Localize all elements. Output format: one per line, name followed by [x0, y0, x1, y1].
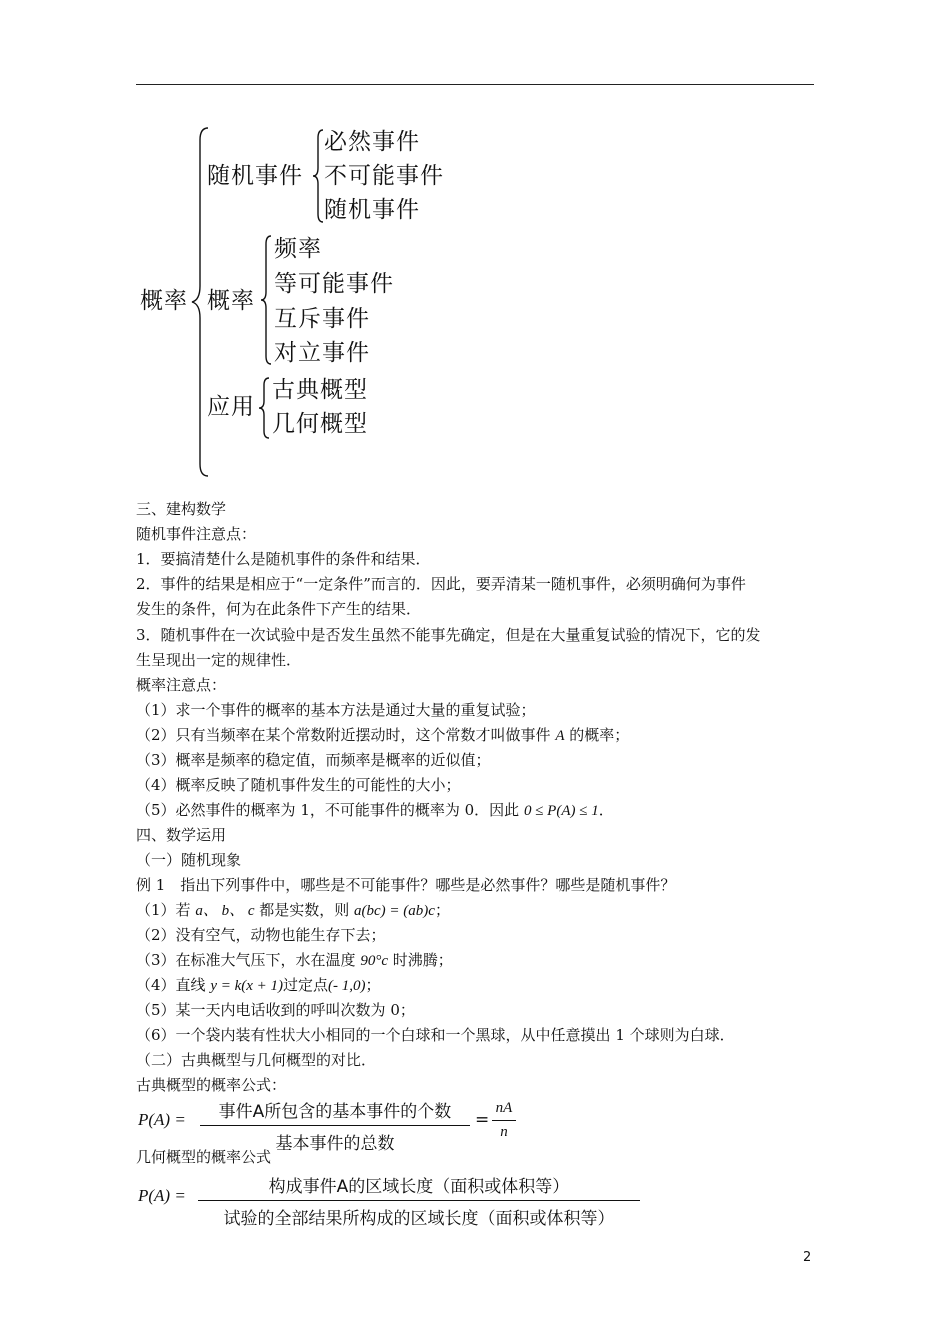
group-label-suiji: 随机事件: [207, 163, 303, 189]
list-item: （5）必然事件的概率为 1，不可能事件的概率为 0．因此 0 ≤ P(A) ≤ 1．: [136, 801, 614, 819]
tree-root: 概率: [140, 288, 188, 314]
paragraph-line: 1．要搞清楚什么是随机事件的条件和结果．: [136, 550, 431, 568]
subheading: 随机事件注意点：: [136, 525, 257, 543]
list-item: （3）概率是频率的稳定值，而频率是概率的近似值；: [136, 751, 491, 769]
tree-item: 必然事件: [324, 129, 420, 155]
geo-denominator: 试验的全部结果所构成的区域长度（面积或体积等）: [223, 1209, 615, 1229]
classic-numerator: 事件A所包含的基本事件的个数: [218, 1102, 452, 1122]
tree-item: 古典概型: [272, 377, 368, 403]
list-item: （1）求一个事件的概率的基本方法是通过大量的重复试验；: [136, 701, 536, 719]
tree-item: 互斥事件: [274, 306, 370, 332]
paragraph-line: 2．事件的结果是相应于“一定条件”而言的．因此，要弄清某一随机事件，必须明确何为事件: [136, 575, 746, 593]
classic-denominator: 基本事件的总数: [275, 1134, 395, 1154]
page-number: 2: [803, 1250, 812, 1265]
tree-item: 频率: [274, 236, 322, 262]
group-label-yingyong: 应用: [207, 394, 255, 420]
tree-item: 随机事件: [324, 197, 420, 223]
equals-sign: =: [475, 1110, 490, 1130]
subheading: （一）随机现象: [136, 851, 242, 869]
header-rule: [136, 84, 814, 85]
fraction-bar: [200, 1125, 470, 1126]
fraction-bar: [198, 1200, 640, 1201]
fraction-bar: [492, 1120, 516, 1121]
classic-count-fraction: [492, 1100, 516, 1141]
example-item: （3）在标准大气压下，水在温度 90°c 时沸腾；: [136, 951, 453, 969]
example-item: （6）一个袋内装有性状大小相同的一个白球和一个黑球，从中任意摸出 1 个球则为白球．: [136, 1026, 735, 1044]
formula-caption: 古典概型的概率公式：: [136, 1076, 287, 1094]
group-label-gailv: 概率: [207, 288, 255, 314]
list-item: （4）概率反映了随机事件发生的可能性的大小；: [136, 776, 461, 794]
classic-lhs: P(A) =: [138, 1110, 186, 1129]
geo-fraction: [198, 1172, 640, 1229]
example-heading: 例 1 指出下列事件中，哪些是不可能事件？哪些是必然事件？哪些是随机事件？: [136, 876, 676, 894]
group-brace-gailv: [258, 234, 274, 366]
section-heading: 三、建构数学: [136, 500, 227, 518]
tree-item: 对立事件: [274, 340, 370, 366]
paragraph-line: 生呈现出一定的规律性．: [136, 651, 302, 669]
section-heading: 四、数学运用: [136, 826, 227, 844]
geo-numerator: 构成事件A的区域长度（面积或体积等）: [268, 1177, 570, 1197]
tree-item: 几何概型: [272, 411, 368, 437]
group-brace-yingyong: [256, 376, 272, 440]
tree-item: 不可能事件: [324, 163, 444, 189]
classic-fraction: [200, 1097, 470, 1154]
paragraph-line: 发生的条件，何为在此条件下产生的结果．: [136, 600, 422, 618]
subheading: 概率注意点：: [136, 676, 227, 694]
example-item: （5）某一天内电话收到的呼叫次数为 0；: [136, 1001, 415, 1019]
count-denominator: n: [500, 1124, 508, 1140]
example-item: （4）直线 y = k(x + 1)过定点(- 1,0)；: [136, 976, 381, 994]
geo-lhs: P(A) =: [138, 1186, 186, 1205]
list-item: （2）只有当频率在某个常数附近摆动时，这个常数才叫做事件 A 的概率；: [136, 726, 630, 744]
count-numerator: nA: [495, 1100, 513, 1116]
example-item: （2）没有空气，动物也能生存下去；: [136, 926, 386, 944]
paragraph-line: 3．随机事件在一次试验中是否发生虽然不能事先确定，但是在大量重复试验的情况下，它的发: [136, 626, 761, 644]
subheading: （二）古典概型与几何概型的对比．: [136, 1051, 377, 1069]
example-item: （1）若 a、 b、 c 都是实数，则 a(bc) = (ab)c；: [136, 901, 450, 919]
tree-item: 等可能事件: [274, 271, 394, 297]
formula-caption: 几何概型的概率公式: [136, 1148, 272, 1166]
